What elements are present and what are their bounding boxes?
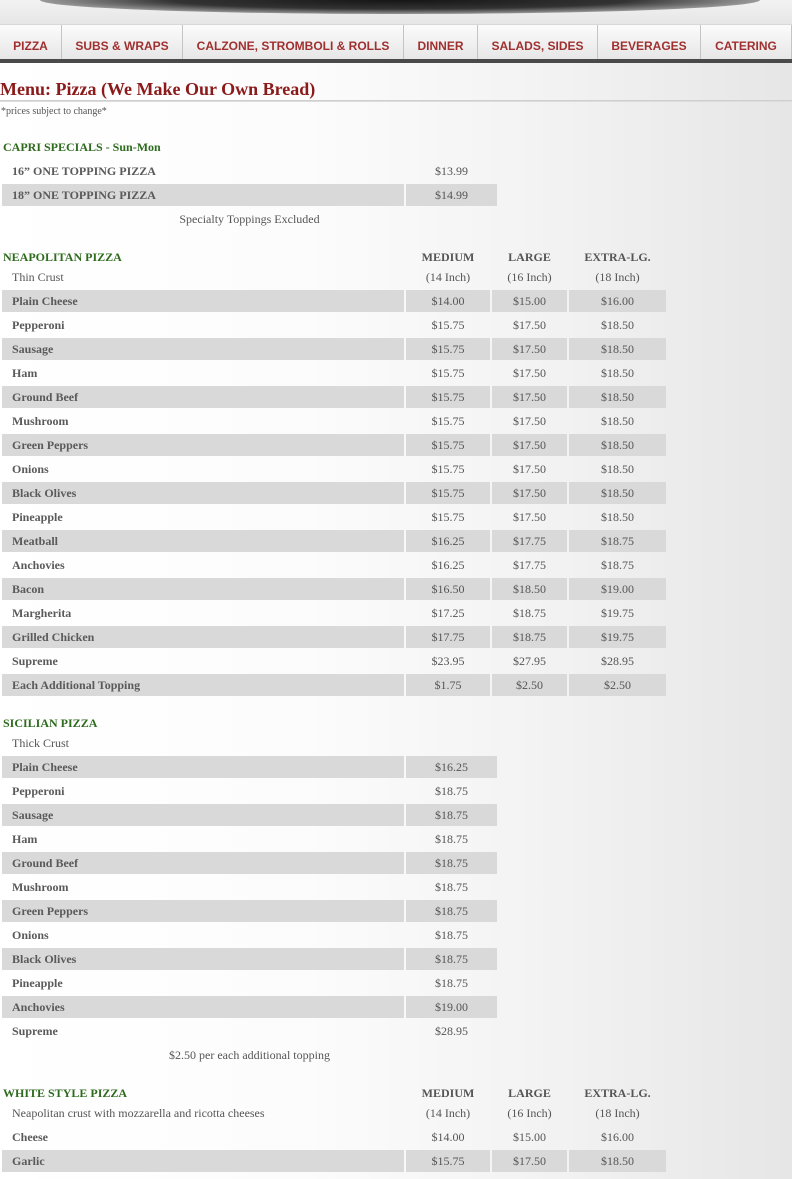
price-medium: $15.75 [431, 414, 465, 428]
white-subheader-row [0, 1102, 792, 1124]
price-extra-large: $18.50 [569, 338, 666, 360]
price-large: $18.75 [513, 606, 546, 620]
item-name: Margherita [12, 606, 72, 620]
price-large: $17.75 [492, 530, 567, 552]
price-large: $17.50 [492, 482, 567, 504]
price-medium: $15.75 [431, 510, 465, 524]
menu-row [0, 1020, 792, 1042]
menu-row [0, 482, 792, 504]
price-medium: $16.50 [406, 578, 490, 600]
price-medium: $16.25 [406, 530, 490, 552]
item-name: Black Olives [2, 948, 404, 970]
menu-row [0, 852, 792, 874]
size-medium: (14 Inch) [425, 1106, 471, 1120]
price-medium: $15.75 [431, 462, 465, 476]
price-large: $2.50 [492, 674, 567, 696]
price-medium: $15.75 [406, 338, 490, 360]
menu-row [0, 362, 792, 384]
price-medium: $15.75 [431, 318, 465, 332]
item-name: Anchovies [12, 558, 65, 572]
item-name: 16” ONE TOPPING PIZZA [12, 164, 156, 178]
nav-salads-sides[interactable]: SALADS, SIDES [478, 25, 598, 59]
price-medium: $14.00 [431, 1130, 465, 1144]
item-name: Pineapple [12, 510, 63, 524]
menu-row [0, 972, 792, 994]
item-price: $18.75 [435, 784, 468, 798]
nav-subs-wraps[interactable]: SUBS & WRAPS [62, 25, 183, 59]
top-banner [0, 0, 792, 24]
item-price: $18.75 [406, 948, 497, 970]
item-name: Bacon [2, 578, 404, 600]
price-large: $17.50 [513, 366, 546, 380]
section-note: Specialty Toppings Excluded [179, 212, 320, 226]
item-name: Garlic [2, 1150, 404, 1172]
section-title: SICILIAN PIZZA [3, 716, 98, 730]
item-name: Plain Cheese [2, 756, 404, 778]
item-price: $18.75 [406, 852, 497, 874]
item-name: Ground Beef [2, 852, 404, 874]
item-name: Cheese [12, 1130, 48, 1144]
price-large: $15.00 [513, 1130, 546, 1144]
neapolitan-header-row [0, 246, 792, 268]
nav-beverages[interactable]: BEVERAGES [598, 25, 701, 59]
menu-row [0, 876, 792, 898]
item-price: $18.75 [435, 976, 468, 990]
column-header-medium: MEDIUM [421, 1086, 475, 1100]
white-header-row [0, 1082, 792, 1104]
item-price: $14.99 [406, 184, 497, 206]
column-header-large: LARGE [508, 250, 551, 264]
price-large: $17.50 [513, 510, 546, 524]
price-medium: $16.25 [431, 558, 465, 572]
size-medium: (14 Inch) [425, 270, 471, 284]
menu-row [0, 1126, 792, 1148]
menu-row [0, 530, 792, 552]
price-extra-large: $18.50 [569, 482, 666, 504]
menu-row [0, 924, 792, 946]
item-name: Ham [12, 366, 38, 380]
menu-row [0, 506, 792, 528]
price-extra-large: $18.50 [601, 414, 634, 428]
menu-row [0, 756, 792, 778]
item-name: Sausage [2, 804, 404, 826]
menu-row [0, 900, 792, 922]
price-medium: $23.95 [431, 654, 465, 668]
item-name: Supreme [12, 1024, 58, 1038]
price-large: $15.00 [492, 290, 567, 312]
price-extra-large: $18.50 [601, 462, 634, 476]
price-medium: $14.00 [406, 290, 490, 312]
price-extra-large: $16.00 [601, 1130, 634, 1144]
item-price: $13.99 [435, 164, 468, 178]
price-large: $17.75 [513, 558, 546, 572]
price-extra-large: $18.50 [601, 318, 634, 332]
column-header-extra-large: EXTRA-LG. [584, 250, 651, 264]
price-extra-large: $18.75 [569, 530, 666, 552]
item-name: Green Peppers [2, 900, 404, 922]
size-extra-large: (18 Inch) [595, 270, 640, 284]
price-large: $17.50 [492, 386, 567, 408]
price-extra-large: $19.00 [569, 578, 666, 600]
item-price: $16.25 [406, 756, 497, 778]
item-name: Sausage [2, 338, 404, 360]
menu-row [0, 996, 792, 1018]
menu-row [0, 948, 792, 970]
menu-row [0, 290, 792, 312]
item-name: 18” ONE TOPPING PIZZA [2, 184, 404, 206]
menu-row [0, 184, 792, 206]
section-subtitle: Thin Crust [12, 270, 64, 284]
price-extra-large: $18.75 [601, 558, 634, 572]
size-large: (16 Inch) [507, 270, 552, 284]
item-name: Onions [12, 928, 49, 942]
menu-row [0, 314, 792, 336]
item-price: $19.00 [406, 996, 497, 1018]
price-large: $27.95 [513, 654, 546, 668]
item-name: Supreme [12, 654, 58, 668]
price-large: $17.50 [513, 414, 546, 428]
price-extra-large: $2.50 [569, 674, 666, 696]
capri-note-row [0, 208, 792, 230]
item-price: $18.75 [435, 928, 468, 942]
nav-pizza[interactable]: PIZZA [0, 25, 62, 59]
price-extra-large: $19.75 [601, 606, 634, 620]
item-name: Pepperoni [12, 318, 65, 332]
banner-shadow-decoration [40, 0, 760, 14]
item-price: $28.95 [435, 1024, 468, 1038]
sicilian-header-row [0, 712, 792, 734]
price-large: $17.50 [492, 338, 567, 360]
price-medium: $15.75 [406, 1150, 490, 1172]
section-title: NEAPOLITAN PIZZA [3, 250, 122, 264]
section-subtitle: Neapolitan crust with mozzarella and ricotta cheeses [12, 1106, 265, 1120]
price-extra-large: $28.95 [601, 654, 634, 668]
item-name: Each Additional Topping [2, 674, 404, 696]
menu-row [0, 554, 792, 576]
price-large: $17.50 [492, 434, 567, 456]
item-name: Green Peppers [2, 434, 404, 456]
item-price: $18.75 [406, 900, 497, 922]
price-extra-large: $18.50 [601, 510, 634, 524]
price-medium: $15.75 [406, 482, 490, 504]
section-title: WHITE STYLE PIZZA [3, 1086, 128, 1100]
price-extra-large: $18.50 [569, 1150, 666, 1172]
capri-section-title [0, 136, 792, 158]
item-name: Ham [12, 832, 38, 846]
menu-row [0, 160, 792, 182]
size-extra-large: (18 Inch) [595, 1106, 640, 1120]
item-price: $18.75 [435, 880, 468, 894]
column-header-extra-large: EXTRA-LG. [584, 1086, 651, 1100]
price-extra-large: $16.00 [569, 290, 666, 312]
section-title: CAPRI SPECIALS - Sun-Mon [3, 140, 161, 154]
item-name: Onions [12, 462, 49, 476]
item-name: Mushroom [12, 414, 69, 428]
menu-row [0, 386, 792, 408]
menu-row [0, 780, 792, 802]
price-extra-large: $18.50 [569, 434, 666, 456]
nav-catering[interactable]: CATERING [701, 25, 792, 59]
item-name: Pineapple [12, 976, 63, 990]
column-header-medium: MEDIUM [421, 250, 475, 264]
item-price: $18.75 [406, 804, 497, 826]
price-large: $17.50 [513, 462, 546, 476]
item-name: Grilled Chicken [2, 626, 404, 648]
page-title: Menu: Pizza (We Make Our Own Bread) [0, 78, 792, 101]
price-extra-large: $18.50 [601, 366, 634, 380]
price-large: $17.50 [513, 318, 546, 332]
menu-row [0, 458, 792, 480]
price-medium: $1.75 [406, 674, 490, 696]
menu-row [0, 804, 792, 826]
price-extra-large: $19.75 [569, 626, 666, 648]
menu-row [0, 626, 792, 648]
price-extra-large: $18.50 [569, 386, 666, 408]
column-header-large: LARGE [508, 1086, 551, 1100]
menu-row [0, 674, 792, 696]
item-name: Anchovies [2, 996, 404, 1018]
menu-row [0, 578, 792, 600]
menu-row [0, 1150, 792, 1172]
item-name: Black Olives [2, 482, 404, 504]
sicilian-subheader-row [0, 732, 792, 754]
menu-row [0, 650, 792, 672]
menu-row [0, 602, 792, 624]
menu-row [0, 338, 792, 360]
price-note: *prices subject to change* [1, 106, 107, 117]
nav-dinner[interactable]: DINNER [404, 25, 478, 59]
neapolitan-subheader-row [0, 266, 792, 288]
price-medium: $17.25 [431, 606, 465, 620]
price-large: $18.75 [492, 626, 567, 648]
price-medium: $17.75 [406, 626, 490, 648]
item-name: Pepperoni [12, 784, 65, 798]
nav-calzone[interactable]: CALZONE, STROMBOLI & ROLLS [183, 25, 404, 59]
item-name: Meatball [2, 530, 404, 552]
price-large: $17.50 [492, 1150, 567, 1172]
price-medium: $15.75 [406, 386, 490, 408]
menu-row [0, 828, 792, 850]
section-note: $2.50 per each additional topping [169, 1048, 330, 1062]
price-large: $18.50 [492, 578, 567, 600]
size-large: (16 Inch) [507, 1106, 552, 1120]
item-price: $18.75 [435, 832, 468, 846]
item-name: Plain Cheese [2, 290, 404, 312]
price-medium: $15.75 [431, 366, 465, 380]
menu-row [0, 434, 792, 456]
item-name: Ground Beef [2, 386, 404, 408]
sicilian-note-row [0, 1044, 792, 1066]
main-nav [0, 24, 792, 63]
item-name: Mushroom [12, 880, 69, 894]
menu-row [0, 410, 792, 432]
title-divider [0, 101, 792, 102]
price-medium: $15.75 [406, 434, 490, 456]
section-subtitle: Thick Crust [12, 736, 69, 750]
